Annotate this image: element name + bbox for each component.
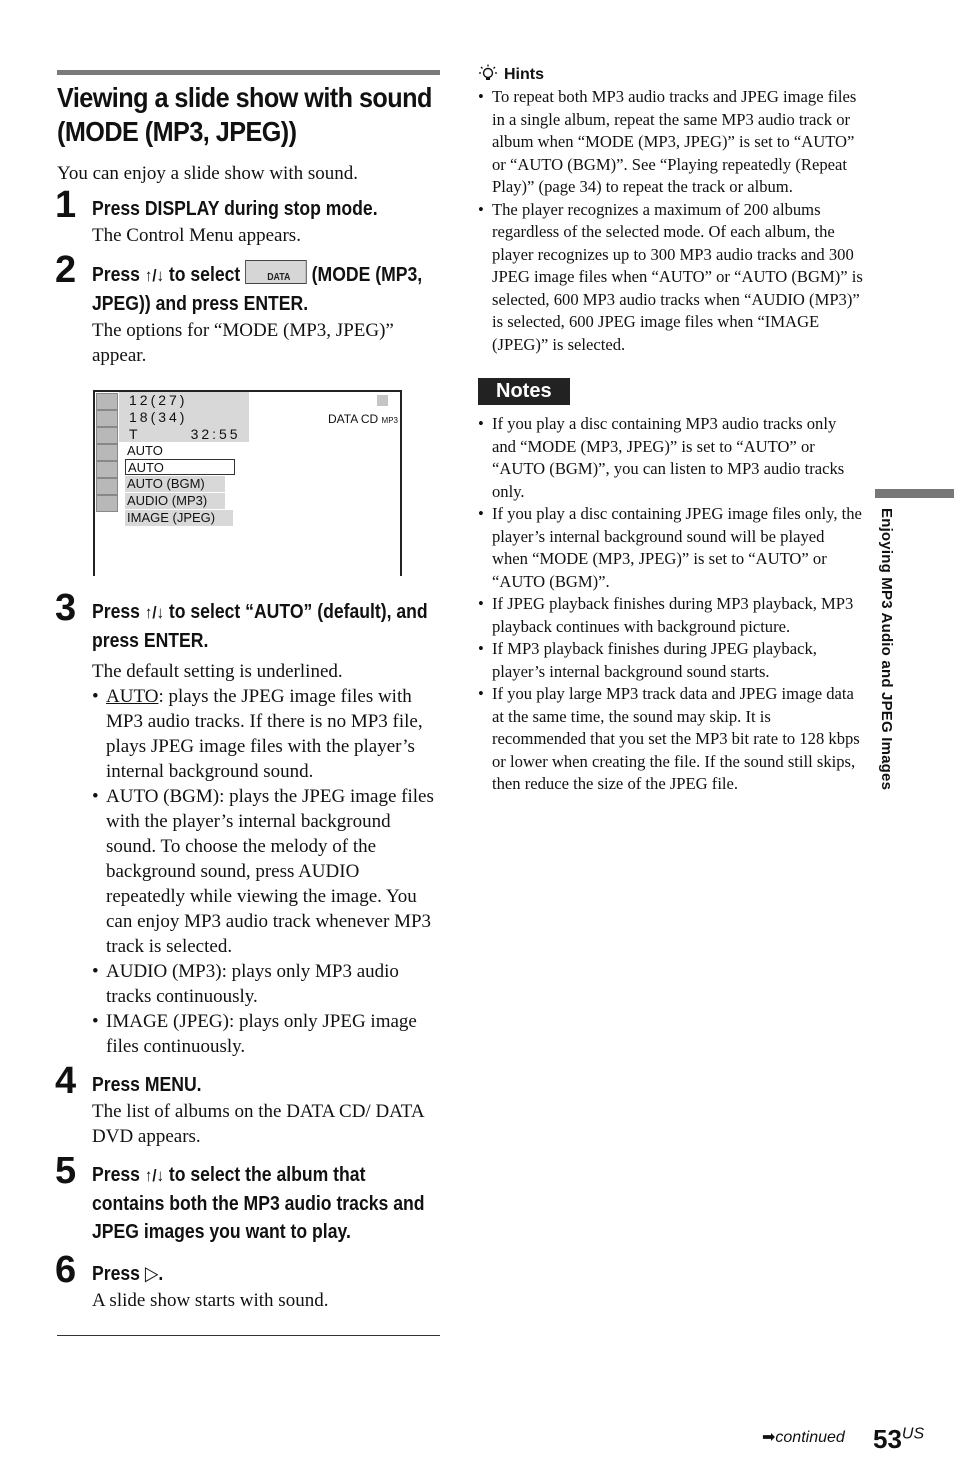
list-item: • IMAGE (JPEG): plays only JPEG image files continuously.: [92, 1009, 440, 1059]
up-down-arrow-icon: ↑/↓: [144, 266, 164, 285]
right-arrow-icon: ➡: [762, 1429, 776, 1446]
hints-header: [478, 64, 863, 84]
step-title-text: to select: [168, 264, 241, 286]
left-column: [57, 70, 440, 1336]
up-down-arrow-icon: ↑/↓: [144, 1166, 164, 1185]
osd-info-panel: [119, 392, 249, 442]
menu-icon-slot: [96, 393, 118, 410]
hint-item: • To repeat both MP3 audio tracks and JPEG image files in a single album, repeat the same MP3 audio track or album when “MODE (MP3, JPEG)” is set to “AUTO” or “AUTO (BGM)”. See “Playing repeatedly (Repeat Play)” (page 34) to repeat the track or album.: [478, 86, 863, 199]
note-item: • If you play a disc containing MP3 audio tracks only and “MODE (MP3, JPEG)” is set to “AUTO” or “AUTO (BGM)”, you can listen to MP3 audio tracks only.: [478, 413, 863, 503]
osd-option-auto[interactable]: AUTO: [125, 459, 235, 475]
osd-option-audio-mp3[interactable]: AUDIO (MP3): [125, 493, 225, 509]
step-title-text: to select “AUTO” (default), and press ENTER.: [92, 601, 428, 652]
mode-icon-label: DATA: [267, 272, 291, 283]
list-item: [92, 684, 440, 784]
disc-type-label: DATA CD: [327, 412, 379, 426]
default-option-term: AUTO: [106, 686, 159, 707]
step-title: Press DISPLAY during stop mode.: [92, 198, 378, 220]
hint-item: • The player recognizes a maximum of 200 albums regardless of the selected mode. Of each album, the player recognizes up to 300 MP3 audio tracks and 300 JPEG image files when “AUTO” or “AUTO (BGM)” is selected, 600 MP3 audio tracks when “AUDIO (MP3)” is selected, 600 JPEG image files when “IMAGE (JPEG)” is selected.: [478, 199, 863, 357]
lightbulb-icon: [478, 64, 498, 82]
continued-label: continued: [775, 1429, 845, 1446]
step-title: [92, 598, 438, 655]
mode-data-icon: [245, 260, 307, 284]
notes-heading: Notes: [478, 378, 570, 405]
side-tab-bar: [875, 489, 954, 498]
step-4: [55, 1060, 440, 1149]
step-title-text: Press: [92, 1263, 140, 1285]
menu-icon-slot: [96, 478, 118, 495]
step-title: [92, 1161, 438, 1246]
continued-indicator: [762, 1427, 845, 1447]
step-2: [55, 249, 440, 368]
step-title-text: (MODE (MP3, JPEG)) and press ENTER.: [92, 264, 423, 315]
step-title-text: Press: [92, 601, 140, 623]
note-item: • If MP3 playback finishes during JPEG playback, player’s internal background sound starts.: [478, 638, 863, 683]
step-number: 6: [55, 1249, 77, 1291]
step-body: The options for “MODE (MP3, JPEG)” appear.: [92, 320, 394, 366]
osd-option-auto-bgm[interactable]: AUTO (BGM): [125, 476, 225, 492]
note-item: • If you play large MP3 track data and JPEG image data at the same time, the sound may skip. It is recommended that you set the MP3 bit rate to 128 kbps or lower when creating the file. If the sound still skips, then reduce the size of the JPEG file.: [478, 683, 863, 796]
control-menu-screen: [93, 390, 402, 576]
step-title: [92, 260, 438, 318]
up-down-arrow-icon: ↑/↓: [144, 603, 164, 622]
play-icon: ▷: [144, 1263, 159, 1285]
osd-option-image-jpeg[interactable]: IMAGE (JPEG): [125, 510, 233, 526]
list-item: • AUTO (BGM): plays the JPEG image files with the player’s internal background sound. To choose the melody of the background sound, press AUDIO repeatedly while viewing the image. You can enjoy MP3 audio track whenever MP3 track is selected.: [92, 784, 440, 959]
step-title-text: .: [158, 1263, 164, 1285]
osd-current-setting: AUTO: [125, 443, 235, 459]
section-end-rule: [57, 1335, 440, 1336]
list-item: • AUDIO (MP3): plays only MP3 audio tracks continuously.: [92, 959, 440, 1009]
page-suffix: US: [901, 1425, 925, 1443]
menu-icon-slot: [96, 427, 118, 444]
step-6: [55, 1249, 440, 1313]
step-body: The list of albums on the DATA CD/ DATA DVD appears.: [92, 1101, 424, 1147]
step-body: The default setting is underlined.: [92, 661, 343, 682]
hints-list: [478, 86, 863, 356]
menu-icon-slot: [96, 461, 118, 478]
osd-time-value: 32:55: [190, 426, 241, 442]
stop-icon: [377, 395, 388, 406]
disc-type: [328, 412, 398, 426]
step-1: [55, 184, 440, 248]
osd-time: [129, 426, 249, 443]
option-description: : plays the JPEG image files with MP3 audio tracks. If there is no MP3 file, plays JPEG image files with the player’s internal background sound.: [106, 686, 423, 782]
hints-heading: Hints: [504, 66, 544, 83]
step-body: The Control Menu appears.: [92, 225, 301, 246]
mode-option-list: [92, 684, 440, 1059]
title-rule: [57, 70, 440, 75]
step-title-text: Press: [92, 264, 140, 286]
step-title: [92, 1260, 438, 1288]
step-3: [55, 587, 440, 1059]
osd-track-count: 18(34): [129, 409, 188, 425]
menu-icon-slot: [96, 444, 118, 461]
right-column: [478, 64, 863, 796]
step-title: Press MENU.: [92, 1074, 202, 1096]
notes-list: [478, 413, 863, 796]
step-title-text: Press: [92, 1164, 140, 1186]
step-5: [55, 1150, 440, 1246]
note-item: • If JPEG playback finishes during MP3 playback, MP3 playback continues with background picture.: [478, 593, 863, 638]
step-body: A slide show starts with sound.: [92, 1290, 329, 1311]
intro-text: You can enjoy a slide show with sound.: [57, 163, 359, 184]
page-number-value: 53: [873, 1424, 902, 1454]
step-title-text: to select the album that contains both the MP3 audio tracks and JPEG images you want to play.: [92, 1164, 425, 1243]
menu-icon-slot: [96, 495, 118, 512]
side-tab-label: Enjoying MP3 Audio and JPEG Images: [878, 508, 895, 791]
step-number: 4: [55, 1060, 77, 1102]
step-number: 5: [55, 1150, 77, 1192]
page-number: [873, 1424, 924, 1455]
step-number: 3: [55, 587, 77, 629]
osd-album-count: 12(27): [129, 392, 188, 408]
osd-time-label: T: [129, 426, 141, 442]
step-number: 2: [55, 249, 77, 291]
format-label: MP3: [381, 416, 398, 425]
step-number: 1: [55, 184, 77, 226]
menu-icon-slot: [96, 410, 118, 427]
note-item: • If you play a disc containing JPEG image files only, the player’s internal background sound will be played when “MODE (MP3, JPEG)” is set to “AUTO” or “AUTO (BGM)”.: [478, 503, 863, 593]
section-title: Viewing a slide show with sound (MODE (MP3, JPEG)): [57, 82, 432, 147]
